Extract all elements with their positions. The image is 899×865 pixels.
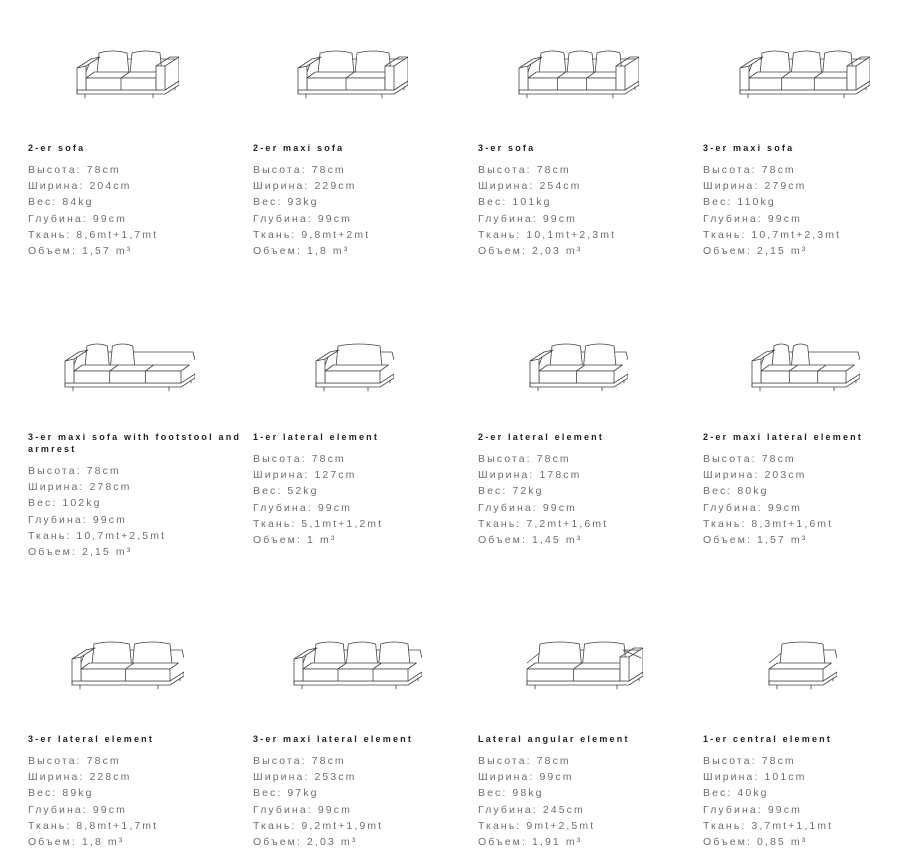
spec-line: Глубина: 99cm bbox=[28, 513, 127, 526]
spec-line: Объем: 1,8 m³ bbox=[253, 245, 350, 258]
product-specs bbox=[28, 753, 243, 850]
spec-line: Глубина: 99cm bbox=[253, 501, 352, 514]
sofa-2er-maxi-lateral-icon bbox=[750, 335, 860, 397]
spec-line: Вес: 97kg bbox=[253, 787, 319, 800]
product-title: 2-er maxi lateral element bbox=[703, 432, 864, 442]
spec-line: Высота: 78cm bbox=[253, 453, 346, 465]
sofa-3er-lateral-icon bbox=[70, 633, 184, 695]
spec-line: Объем: 1,45 m³ bbox=[478, 534, 583, 547]
spec-line: Ткань: 9,8mt+2mt bbox=[253, 228, 371, 241]
product-title: 3-er sofa bbox=[478, 143, 536, 153]
spec-line: Высота: 78cm bbox=[253, 164, 346, 176]
spec-line: Вес: 93kg bbox=[253, 196, 319, 209]
spec-line: Ткань: 10,7mt+2,3mt bbox=[703, 228, 842, 241]
spec-line: Ширина: 127cm bbox=[253, 469, 357, 482]
spec-line: Вес: 84kg bbox=[28, 196, 94, 209]
spec-line: Ширина: 279cm bbox=[703, 180, 807, 193]
spec-line: Глубина: 99cm bbox=[28, 212, 127, 225]
spec-line: Глубина: 245cm bbox=[478, 803, 585, 816]
spec-line: Глубина: 99cm bbox=[253, 212, 352, 225]
sofa-1er-lateral-icon bbox=[314, 335, 394, 397]
product-specs bbox=[478, 451, 693, 548]
product-specs bbox=[703, 753, 899, 850]
spec-line: Ткань: 10,7mt+2,5mt bbox=[28, 529, 167, 542]
product-title: 3-er lateral element bbox=[28, 734, 155, 744]
product-title: 2-er lateral element bbox=[478, 432, 605, 442]
spec-line: Ткань: 8,3mt+1,6mt bbox=[703, 517, 834, 530]
spec-line: Ткань: 8,6mt+1,7mt bbox=[28, 228, 159, 241]
sofa-3er-maxi-lateral-icon bbox=[292, 633, 422, 695]
product-specs bbox=[28, 162, 243, 259]
sofa-illustration bbox=[292, 633, 422, 700]
spec-line: Ткань: 5,1mt+1,2mt bbox=[253, 517, 384, 530]
sofa-illustration bbox=[296, 42, 408, 109]
spec-line: Ширина: 254cm bbox=[478, 180, 582, 193]
spec-line: Ширина: 203cm bbox=[703, 469, 807, 482]
spec-line: Глубина: 99cm bbox=[703, 501, 802, 514]
sofa-illustration bbox=[70, 633, 184, 700]
product-title: 3-er maxi sofa bbox=[703, 143, 795, 153]
spec-line: Вес: 80kg bbox=[703, 485, 769, 498]
sofa-2er-maxi-icon bbox=[296, 42, 408, 104]
sofa-illustration bbox=[767, 633, 837, 700]
sofa-2er-lateral-icon bbox=[528, 335, 628, 397]
product-specs bbox=[703, 451, 899, 548]
product-title: 3-er maxi sofa with footstool and armrest bbox=[28, 432, 242, 454]
sofa-2er-icon bbox=[75, 42, 179, 104]
spec-line: Глубина: 99cm bbox=[478, 212, 577, 225]
spec-line: Глубина: 99cm bbox=[703, 212, 802, 225]
spec-line: Высота: 78cm bbox=[703, 453, 796, 465]
spec-line: Объем: 1,91 m³ bbox=[478, 836, 583, 849]
spec-line: Объем: 1,57 m³ bbox=[28, 245, 133, 258]
spec-line: Объем: 2,15 m³ bbox=[703, 245, 808, 258]
spec-line: Ширина: 178cm bbox=[478, 469, 582, 482]
spec-line: Высота: 78cm bbox=[703, 164, 796, 176]
spec-line: Ширина: 229cm bbox=[253, 180, 357, 193]
sofa-illustration bbox=[314, 335, 394, 402]
spec-line: Вес: 89kg bbox=[28, 787, 94, 800]
spec-line: Ткань: 8,8mt+1,7mt bbox=[28, 819, 159, 832]
spec-line: Вес: 102kg bbox=[28, 497, 102, 510]
spec-line: Ткань: 7,2mt+1,6mt bbox=[478, 517, 609, 530]
product-title: 1-er central element bbox=[703, 734, 833, 744]
product-specs bbox=[478, 162, 693, 259]
spec-line: Вес: 40kg bbox=[703, 787, 769, 800]
spec-line: Глубина: 99cm bbox=[703, 803, 802, 816]
spec-line: Ширина: 204cm bbox=[28, 180, 132, 193]
product-specs bbox=[253, 451, 468, 548]
product-title: 1-er lateral element bbox=[253, 432, 380, 442]
spec-line: Ткань: 3,7mt+1,1mt bbox=[703, 819, 834, 832]
spec-line: Ширина: 253cm bbox=[253, 771, 357, 784]
product-title: Lateral angular element bbox=[478, 734, 630, 744]
spec-line: Высота: 78cm bbox=[478, 453, 571, 465]
spec-line: Высота: 78cm bbox=[478, 164, 571, 176]
spec-line: Объем: 2,03 m³ bbox=[253, 836, 358, 849]
sofa-lateral-angular-icon bbox=[525, 633, 643, 695]
sofa-3er-maxi-footstool-armrest-icon bbox=[63, 335, 195, 397]
spec-line: Ширина: 278cm bbox=[28, 481, 132, 494]
spec-line: Вес: 72kg bbox=[478, 485, 544, 498]
spec-line: Ширина: 99cm bbox=[478, 771, 574, 784]
spec-line: Ткань: 9,2mt+1,9mt bbox=[253, 819, 384, 832]
sofa-illustration bbox=[750, 335, 860, 402]
spec-line: Объем: 2,15 m³ bbox=[28, 546, 133, 559]
sofa-illustration bbox=[525, 633, 643, 700]
spec-line: Вес: 52kg bbox=[253, 485, 319, 498]
sofa-3er-icon bbox=[517, 42, 639, 104]
spec-line: Объем: 2,03 m³ bbox=[478, 245, 583, 258]
spec-line: Вес: 98kg bbox=[478, 787, 544, 800]
product-title: 3-er maxi lateral element bbox=[253, 734, 414, 744]
sofa-illustration bbox=[63, 335, 195, 402]
spec-line: Высота: 78cm bbox=[703, 755, 796, 767]
spec-line: Высота: 78cm bbox=[28, 164, 121, 176]
spec-line: Глубина: 99cm bbox=[478, 501, 577, 514]
spec-line: Вес: 101kg bbox=[478, 196, 552, 209]
product-specs bbox=[478, 753, 693, 850]
product-specs bbox=[703, 162, 899, 259]
spec-line: Глубина: 99cm bbox=[28, 803, 127, 816]
spec-line: Высота: 78cm bbox=[28, 755, 121, 767]
spec-line: Высота: 78cm bbox=[253, 755, 346, 767]
spec-line: Ширина: 228cm bbox=[28, 771, 132, 784]
spec-line: Объем: 1,8 m³ bbox=[28, 836, 125, 849]
spec-line: Ширина: 101cm bbox=[703, 771, 807, 784]
spec-line: Ткань: 9mt+2,5mt bbox=[478, 819, 596, 832]
spec-line: Вес: 110kg bbox=[703, 196, 776, 209]
sofa-3er-maxi-icon bbox=[738, 42, 870, 104]
product-title: 2-er maxi sofa bbox=[253, 143, 345, 153]
sofa-illustration bbox=[517, 42, 639, 109]
spec-line: Объем: 0,85 m³ bbox=[703, 836, 808, 849]
product-specs bbox=[28, 463, 243, 560]
sofa-illustration bbox=[75, 42, 179, 109]
spec-line: Объем: 1 m³ bbox=[253, 534, 337, 547]
sofa-illustration bbox=[528, 335, 628, 402]
spec-line: Ткань: 10,1mt+2,3mt bbox=[478, 228, 617, 241]
product-specs bbox=[253, 753, 468, 850]
spec-line: Объем: 1,57 m³ bbox=[703, 534, 808, 547]
sofa-illustration bbox=[738, 42, 870, 109]
product-specs bbox=[253, 162, 468, 259]
spec-line: Высота: 78cm bbox=[28, 465, 121, 477]
product-title: 2-er sofa bbox=[28, 143, 86, 153]
spec-line: Высота: 78cm bbox=[478, 755, 571, 767]
sofa-1er-central-icon bbox=[767, 633, 837, 695]
spec-line: Глубина: 99cm bbox=[253, 803, 352, 816]
